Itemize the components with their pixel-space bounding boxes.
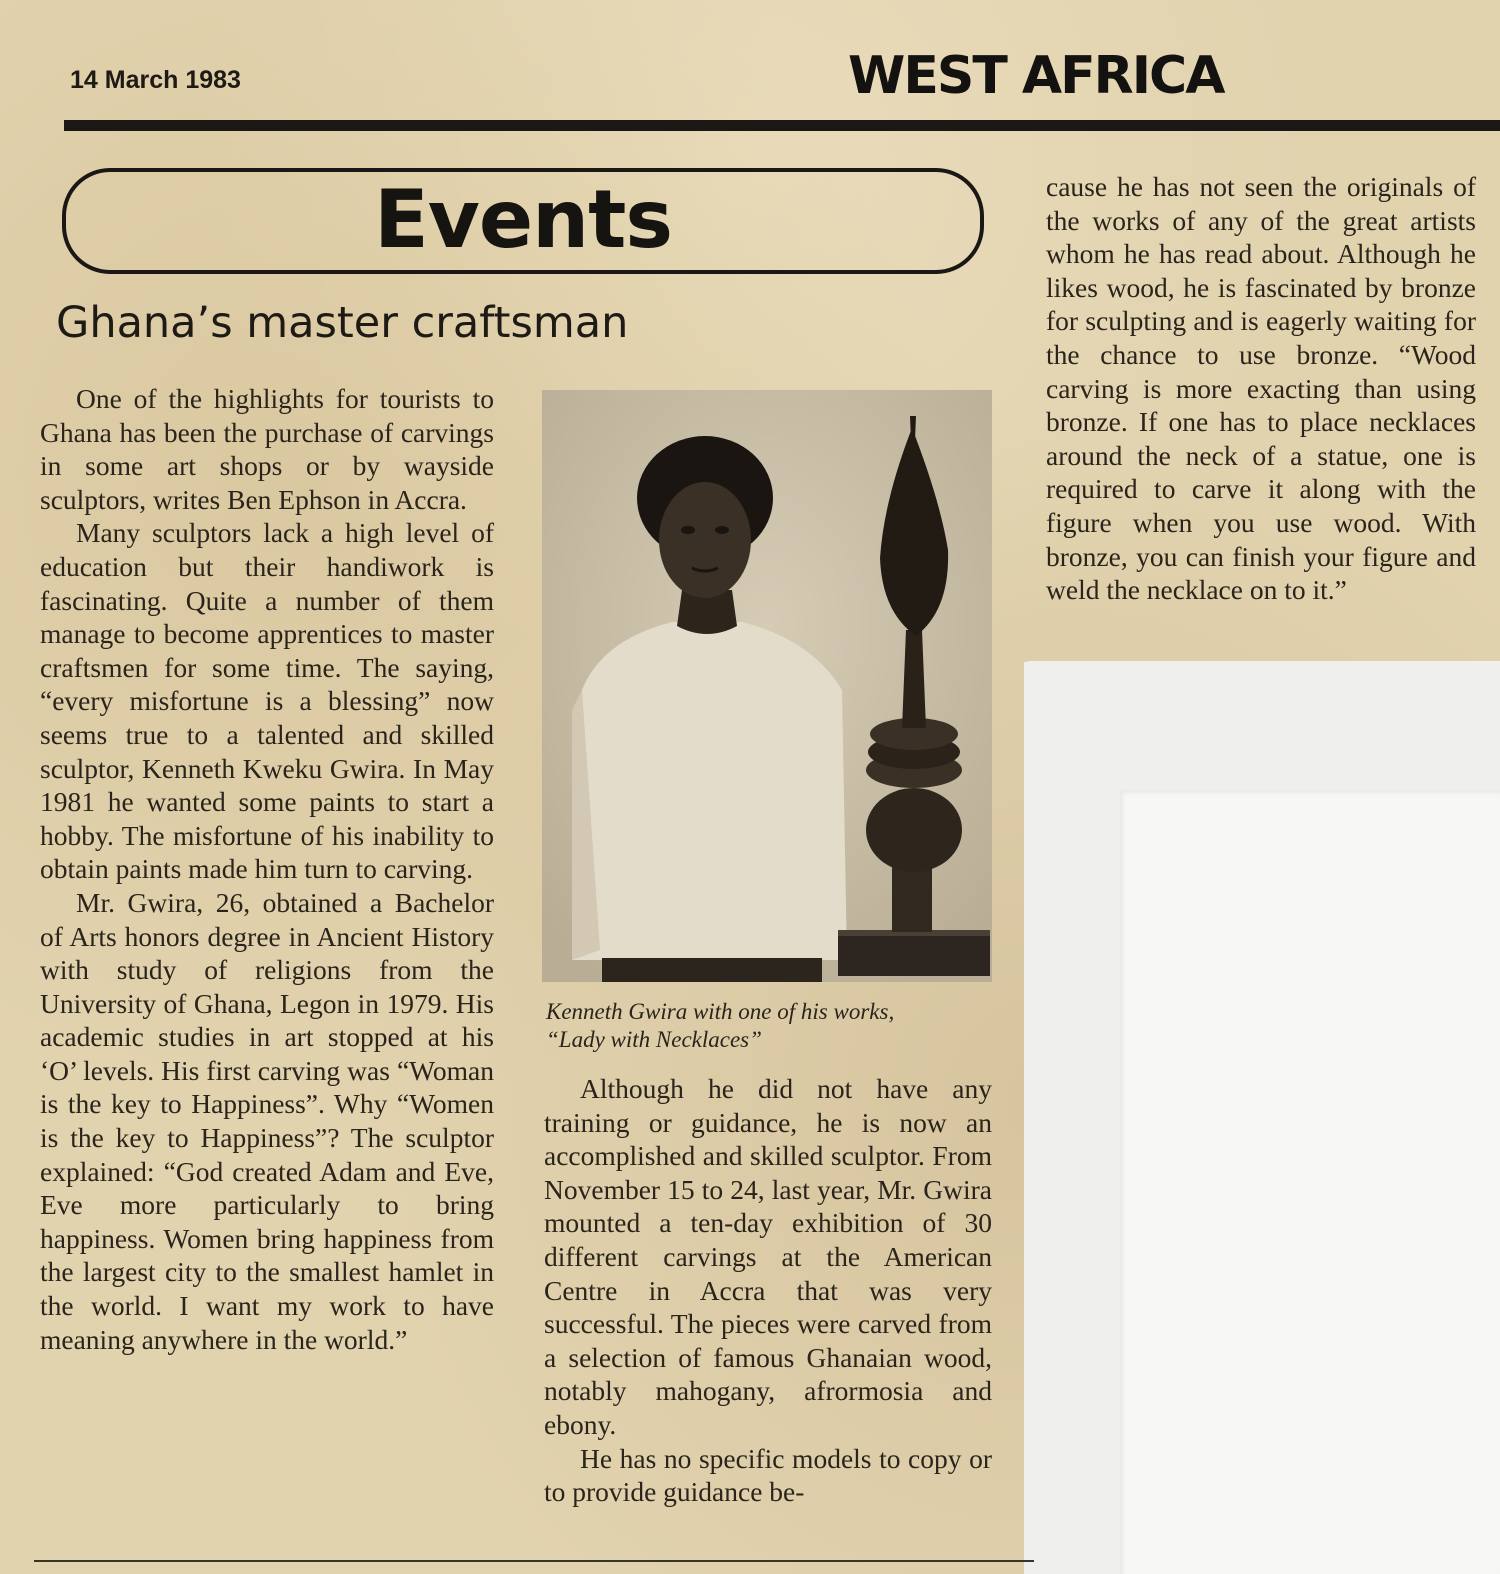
caption-line: Kenneth Gwira with one of his works, bbox=[546, 999, 895, 1024]
paragraph: cause he has not seen the originals of the works of any of the great artists whom he has read about. Although he likes wood, he is fascinated by bronze for sculpting and is eagerly waiting for the chance to use bronze. “Wood carving is more exacting than using bronze. If one has to place necklaces around the neck of a statue, one is required to carve it along with the figure when you use wood. With bronze, you can finish your figure and weld the necklace on to it.” bbox=[1046, 171, 1476, 606]
article-column-right bbox=[1046, 170, 1476, 607]
article-column-left bbox=[40, 382, 494, 1356]
bottom-rule bbox=[34, 1560, 1034, 1562]
section-banner bbox=[62, 168, 984, 274]
paragraph: Many sculptors lack a high level of education but their handiwork is fascinating. Quite a number of them manage to become apprentices to master craftsmen for some time. The saying, “every misfortune is a blessing” now seems true to a talented and skilled sculptor, Kenneth Kweku Gwira. In May 1981 he wanted some paints to start a hobby. The misfortune of his inability to obtain paints made him turn to carving. bbox=[40, 517, 494, 885]
photo-caption bbox=[546, 998, 996, 1054]
article-column-middle bbox=[544, 1072, 992, 1509]
publication-masthead: WEST AFRICA bbox=[848, 46, 1224, 106]
paragraph: Although he did not have any training or guidance, he is now an accomplished and skilled sculptor. From November 15 to 24, last year, Mr. Gwira mounted a ten-day exhibition of 30 different carvings at the American Centre in Accra that was very successful. The pieces were carved from a selection of famous Ghanaian wood, notably mahogany, afrormosia and ebony. bbox=[544, 1073, 992, 1440]
paragraph: He has no specific models to copy or to provide guidance be- bbox=[544, 1442, 992, 1508]
issue-date: 14 March 1983 bbox=[70, 66, 241, 94]
mounting-board-inner bbox=[1120, 790, 1500, 1574]
paragraph: Mr. Gwira, 26, obtained a Bachelor of Arts honors degree in Ancient History with study of religions from the University of Ghana, Legon in 1979. His academic studies in art stopped at his ‘O’ levels. His first carving was “Woman is the key to Happiness”. Why “Women is the key to Happiness”? The sculptor explained: “God created Adam and Eve, Eve more particularly to bring happiness. Women bring happiness from the largest city to the smallest hamlet in the world. I want my work to have meaning anywhere in the world.” bbox=[40, 886, 494, 1355]
sculptor-photo bbox=[542, 390, 992, 982]
header-rule bbox=[64, 120, 1500, 131]
paragraph: One of the highlights for tourists to Ghana has been the purchase of carvings in some art shops or by wayside sculptors, writes Ben Ephson in Accra. bbox=[40, 383, 494, 515]
caption-line: “Lady with Necklaces” bbox=[546, 1027, 762, 1052]
section-title: Events bbox=[374, 172, 672, 266]
article-headline: Ghana’s master craftsman bbox=[56, 298, 629, 348]
